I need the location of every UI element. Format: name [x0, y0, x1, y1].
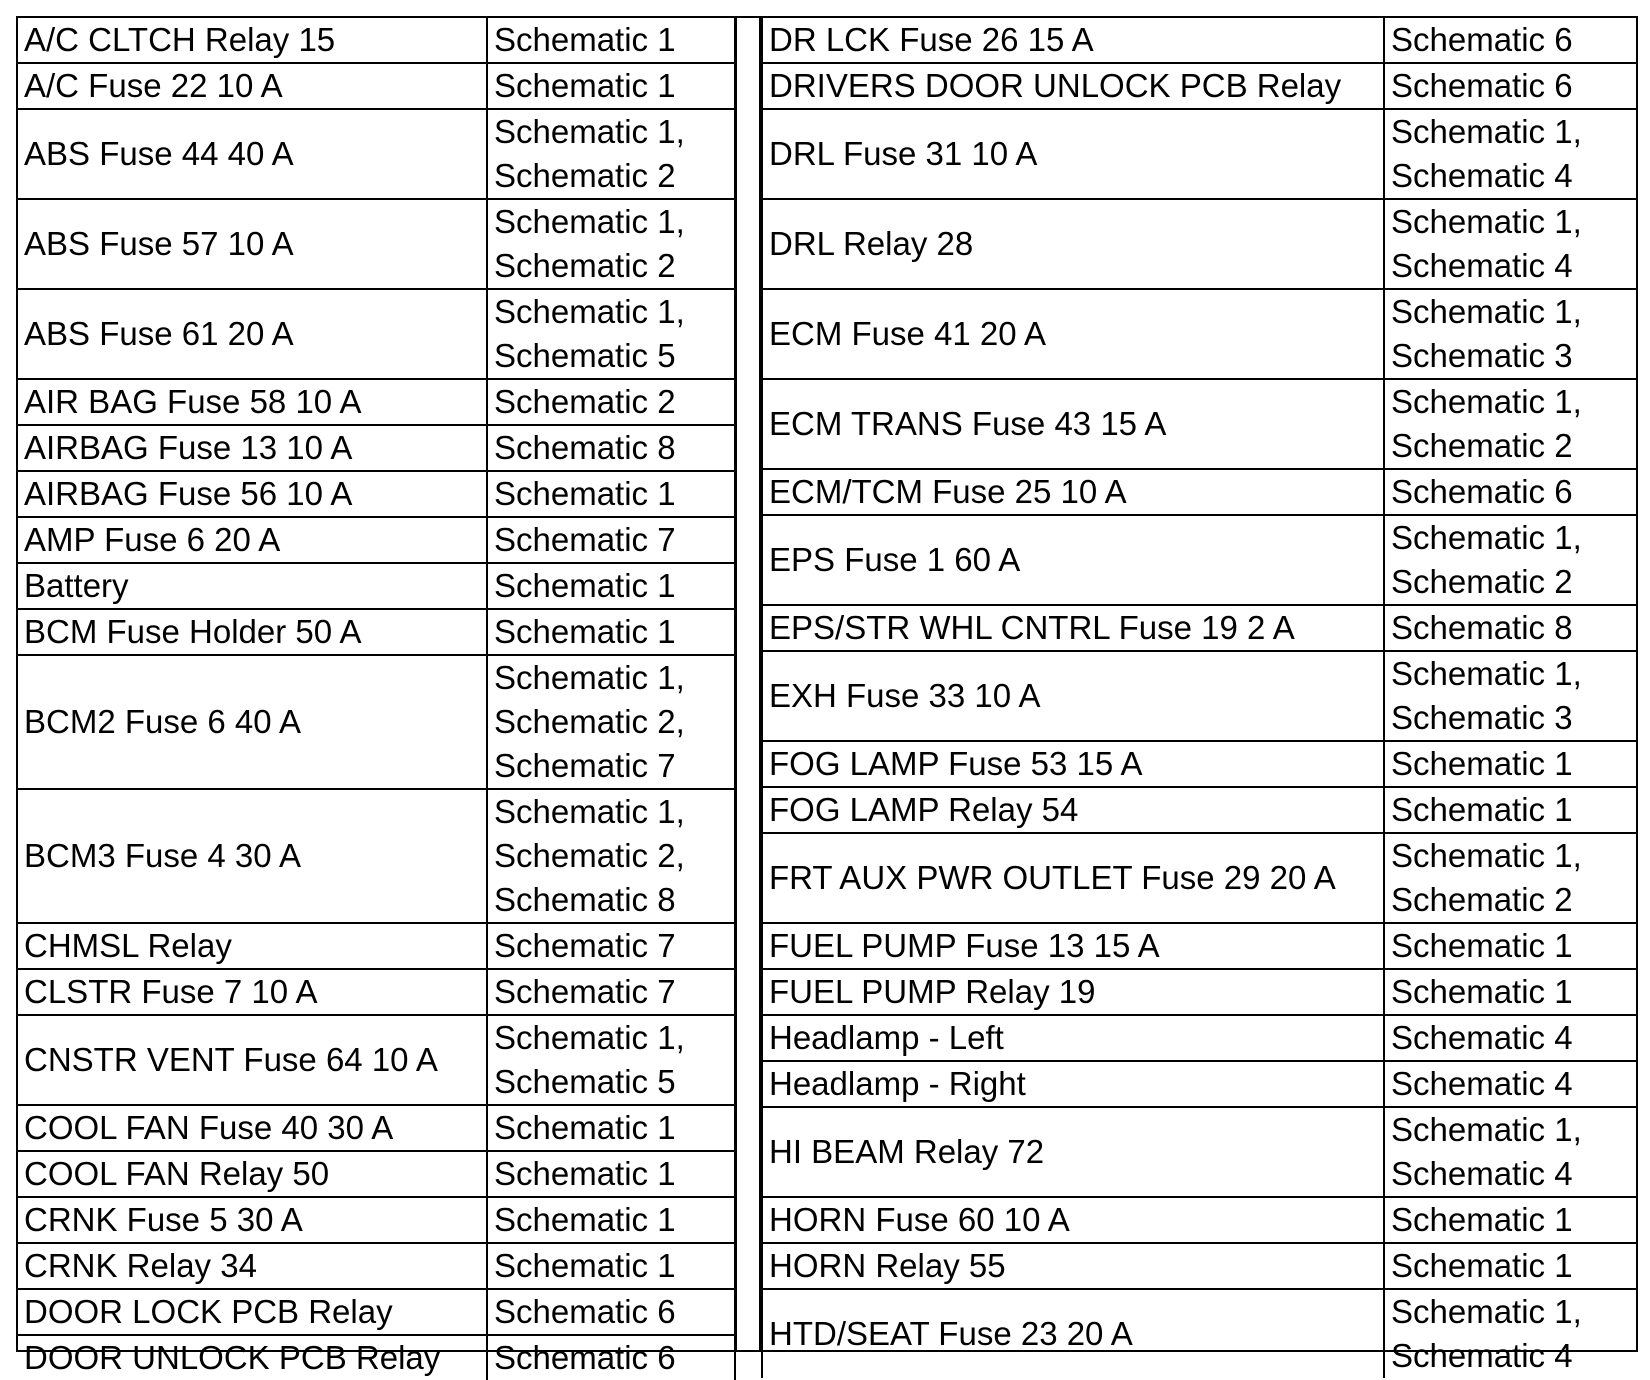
table-row [762, 1197, 1637, 1243]
schematic-reference: Schematic 1 [487, 471, 735, 517]
component-name: AIRBAG Fuse 13 10 A [18, 425, 487, 471]
component-name: BCM3 Fuse 4 30 A [18, 789, 487, 923]
component-name: Headlamp - Right [762, 1061, 1384, 1107]
schematic-reference: Schematic 1, Schematic 2 [1384, 515, 1637, 605]
table-row [762, 515, 1637, 605]
component-name: DRL Fuse 31 10 A [762, 109, 1384, 199]
schematic-reference: Schematic 1 [487, 63, 735, 109]
table-row [762, 605, 1637, 651]
schematic-reference: Schematic 1 [487, 1243, 735, 1289]
component-name: AIRBAG Fuse 56 10 A [18, 471, 487, 517]
component-name: HORN Relay 55 [762, 1243, 1384, 1289]
table-row [18, 289, 735, 379]
component-name: FRT AUX PWR OUTLET Fuse 29 20 A [762, 833, 1384, 923]
table-row [762, 741, 1637, 787]
schematic-reference: Schematic 2 [487, 379, 735, 425]
schematic-reference: Schematic 1, Schematic 4 [1384, 109, 1637, 199]
component-name: CLSTR Fuse 7 10 A [18, 969, 487, 1015]
schematic-reference: Schematic 1, Schematic 2 [487, 199, 735, 289]
component-name: HI BEAM Relay 72 [762, 1107, 1384, 1197]
table-row [18, 1335, 735, 1380]
component-name: COOL FAN Fuse 40 30 A [18, 1105, 487, 1151]
component-name: DR LCK Fuse 26 15 A [762, 18, 1384, 63]
table-row [18, 969, 735, 1015]
table-row [762, 1015, 1637, 1061]
table-row [762, 18, 1637, 63]
table-row [18, 609, 735, 655]
component-name: ABS Fuse 57 10 A [18, 199, 487, 289]
table-row [762, 1289, 1637, 1378]
schematic-reference: Schematic 1, Schematic 4 [1384, 199, 1637, 289]
schematic-reference: Schematic 1, Schematic 2, Schematic 7 [487, 655, 735, 789]
component-name: EPS Fuse 1 60 A [762, 515, 1384, 605]
table-row [18, 1105, 735, 1151]
schematic-reference: Schematic 1, Schematic 3 [1384, 289, 1637, 379]
schematic-reference: Schematic 1 [1384, 1243, 1637, 1289]
column-gap [735, 18, 761, 1350]
component-name: FUEL PUMP Fuse 13 15 A [762, 923, 1384, 969]
table-row [762, 379, 1637, 469]
table-row [18, 789, 735, 923]
component-table-left [18, 18, 736, 1380]
component-index [16, 16, 1638, 1376]
component-name: FUEL PUMP Relay 19 [762, 969, 1384, 1015]
component-name: HORN Fuse 60 10 A [762, 1197, 1384, 1243]
schematic-reference: Schematic 1, Schematic 2 [1384, 379, 1637, 469]
table-row [762, 109, 1637, 199]
schematic-reference: Schematic 1 [1384, 741, 1637, 787]
table-row [18, 1197, 735, 1243]
table-row [18, 18, 735, 63]
component-name: HTD/SEAT Fuse 23 20 A [762, 1289, 1384, 1378]
component-name: FOG LAMP Fuse 53 15 A [762, 741, 1384, 787]
component-name: COOL FAN Relay 50 [18, 1151, 487, 1197]
component-name: BCM2 Fuse 6 40 A [18, 655, 487, 789]
table-row [762, 1243, 1637, 1289]
schematic-reference: Schematic 4 [1384, 1015, 1637, 1061]
schematic-reference: Schematic 1, Schematic 2 [1384, 833, 1637, 923]
schematic-reference: Schematic 1, Schematic 4 [1384, 1289, 1637, 1378]
component-name: A/C CLTCH Relay 15 [18, 18, 487, 63]
table-row [762, 969, 1637, 1015]
schematic-reference: Schematic 1, Schematic 2 [487, 109, 735, 199]
schematic-reference: Schematic 8 [1384, 605, 1637, 651]
component-name: DRL Relay 28 [762, 199, 1384, 289]
table-row [18, 655, 735, 789]
schematic-reference: Schematic 1, Schematic 5 [487, 289, 735, 379]
schematic-reference: Schematic 6 [487, 1335, 735, 1380]
component-name: DRIVERS DOOR UNLOCK PCB Relay [762, 63, 1384, 109]
component-name: AMP Fuse 6 20 A [18, 517, 487, 563]
component-name: AIR BAG Fuse 58 10 A [18, 379, 487, 425]
component-name: EXH Fuse 33 10 A [762, 651, 1384, 741]
schematic-reference: Schematic 1 [487, 1151, 735, 1197]
table-row [762, 923, 1637, 969]
component-name: CNSTR VENT Fuse 64 10 A [18, 1015, 487, 1105]
schematic-reference: Schematic 4 [1384, 1061, 1637, 1107]
right-table-body [762, 18, 1637, 1378]
table-row [762, 651, 1637, 741]
schematic-reference: Schematic 6 [1384, 63, 1637, 109]
schematic-reference: Schematic 6 [1384, 469, 1637, 515]
schematic-reference: Schematic 1 [1384, 923, 1637, 969]
component-name: ECM/TCM Fuse 25 10 A [762, 469, 1384, 515]
schematic-reference: Schematic 6 [1384, 18, 1637, 63]
schematic-reference: Schematic 8 [487, 425, 735, 471]
table-row [18, 1289, 735, 1335]
component-name: Headlamp - Left [762, 1015, 1384, 1061]
schematic-reference: Schematic 1 [487, 563, 735, 609]
component-name: ABS Fuse 44 40 A [18, 109, 487, 199]
component-name: Battery [18, 563, 487, 609]
table-row [18, 199, 735, 289]
component-name: ABS Fuse 61 20 A [18, 289, 487, 379]
table-row [762, 63, 1637, 109]
table-row [18, 1151, 735, 1197]
schematic-reference: Schematic 1 [487, 1197, 735, 1243]
component-name: ECM TRANS Fuse 43 15 A [762, 379, 1384, 469]
table-row [762, 1061, 1637, 1107]
schematic-reference: Schematic 1 [1384, 1197, 1637, 1243]
component-name: CHMSL Relay [18, 923, 487, 969]
table-row [762, 289, 1637, 379]
table-row [18, 471, 735, 517]
table-row [762, 199, 1637, 289]
table-row [18, 1243, 735, 1289]
component-name: CRNK Fuse 5 30 A [18, 1197, 487, 1243]
schematic-reference: Schematic 7 [487, 923, 735, 969]
table-row [18, 425, 735, 471]
schematic-reference: Schematic 1, Schematic 5 [487, 1015, 735, 1105]
schematic-reference: Schematic 1 [487, 1105, 735, 1151]
table-row [18, 379, 735, 425]
table-row [18, 109, 735, 199]
table-row [18, 517, 735, 563]
table-row [762, 833, 1637, 923]
schematic-reference: Schematic 1, Schematic 2, Schematic 8 [487, 789, 735, 923]
component-name: DOOR LOCK PCB Relay [18, 1289, 487, 1335]
table-row [762, 787, 1637, 833]
schematic-reference: Schematic 1, Schematic 3 [1384, 651, 1637, 741]
component-name: FOG LAMP Relay 54 [762, 787, 1384, 833]
schematic-reference: Schematic 7 [487, 517, 735, 563]
schematic-reference: Schematic 6 [487, 1289, 735, 1335]
table-row [18, 563, 735, 609]
schematic-reference: Schematic 1 [487, 18, 735, 63]
component-table-right [761, 18, 1637, 1378]
table-row [18, 1015, 735, 1105]
table-row [762, 1107, 1637, 1197]
component-name: ECM Fuse 41 20 A [762, 289, 1384, 379]
schematic-reference: Schematic 1 [1384, 787, 1637, 833]
left-table-body [18, 18, 735, 1380]
component-name: EPS/STR WHL CNTRL Fuse 19 2 A [762, 605, 1384, 651]
schematic-reference: Schematic 1 [1384, 969, 1637, 1015]
schematic-reference: Schematic 1 [487, 609, 735, 655]
table-row [18, 63, 735, 109]
component-name: DOOR UNLOCK PCB Relay [18, 1335, 487, 1380]
component-name: BCM Fuse Holder 50 A [18, 609, 487, 655]
table-row [18, 923, 735, 969]
component-name: CRNK Relay 34 [18, 1243, 487, 1289]
table-row [762, 469, 1637, 515]
schematic-reference: Schematic 7 [487, 969, 735, 1015]
component-name: A/C Fuse 22 10 A [18, 63, 487, 109]
schematic-reference: Schematic 1, Schematic 4 [1384, 1107, 1637, 1197]
